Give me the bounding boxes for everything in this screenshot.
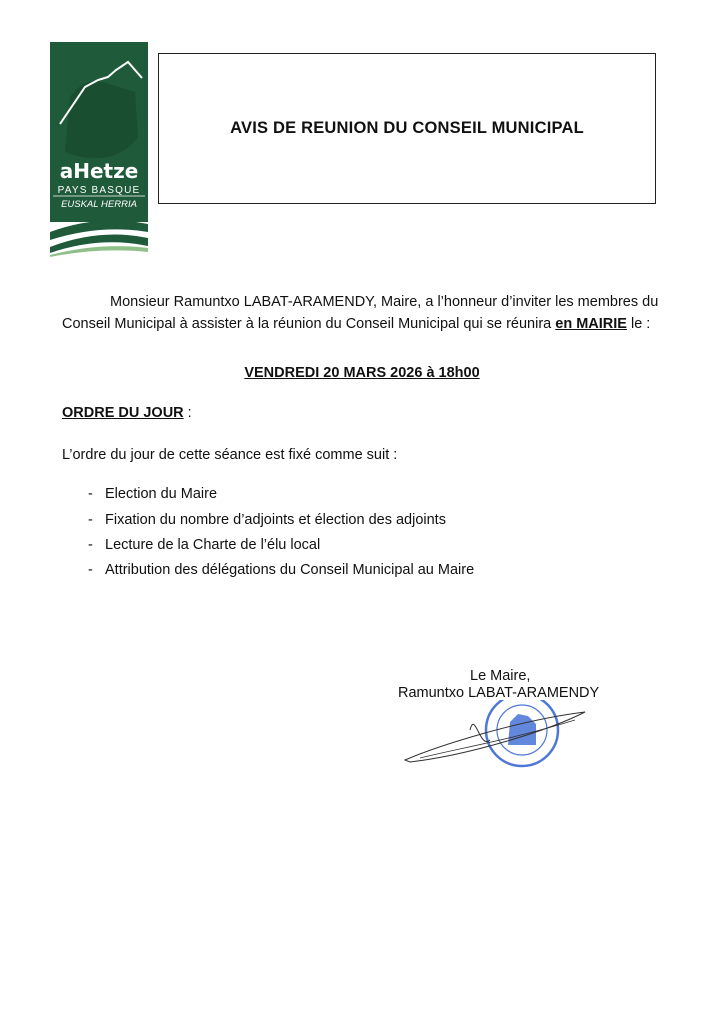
bullet-dash: - (88, 562, 93, 578)
bullet-dash: - (88, 512, 93, 528)
mayor-stamp-and-signature (400, 700, 600, 780)
page-title: AVIS DE REUNION DU CONSEIL MUNICIPAL (230, 119, 584, 137)
intro-text: Conseil Municipal à assister à la réunion du Conseil Municipal qui se réunira (62, 316, 556, 332)
intro-line-2 (62, 316, 650, 332)
bullet-dash: - (88, 537, 93, 553)
agenda-heading-colon: : (183, 405, 192, 421)
list-item: Lecture de la Charte de l’élu local (105, 537, 321, 553)
bullet-dash: - (88, 486, 93, 502)
intro-suffix: le : (626, 316, 651, 332)
list-item: Fixation du nombre d’adjoints et élection des adjoints (105, 512, 446, 528)
signature-role: Le Maire, (470, 668, 531, 684)
agenda-heading (62, 405, 192, 421)
list-item: Election du Maire (105, 486, 218, 502)
intro-location: en MAIRIE (555, 316, 627, 332)
logo-line2: EUSKAL HERRIA (61, 199, 137, 210)
agenda-intro: L’ordre du jour de cette séance est fixé comme suit : (62, 447, 398, 463)
meeting-date: VENDREDI 20 MARS 2026 à 18h00 (244, 365, 480, 381)
logo-line1: PAYS BASQUE (57, 185, 141, 196)
logo-name: aHetze (59, 159, 139, 183)
agenda-heading-text: ORDRE DU JOUR (62, 405, 184, 421)
ahetze-logo (50, 42, 148, 257)
intro-line-1: Monsieur Ramuntxo LABAT-ARAMENDY, Maire, a l’honneur d’inviter les membres du (110, 294, 659, 310)
title-box (158, 53, 656, 204)
list-item: Attribution des délégations du Conseil Municipal au Maire (105, 562, 475, 578)
signature-name: Ramuntxo LABAT-ARAMENDY (398, 685, 600, 701)
